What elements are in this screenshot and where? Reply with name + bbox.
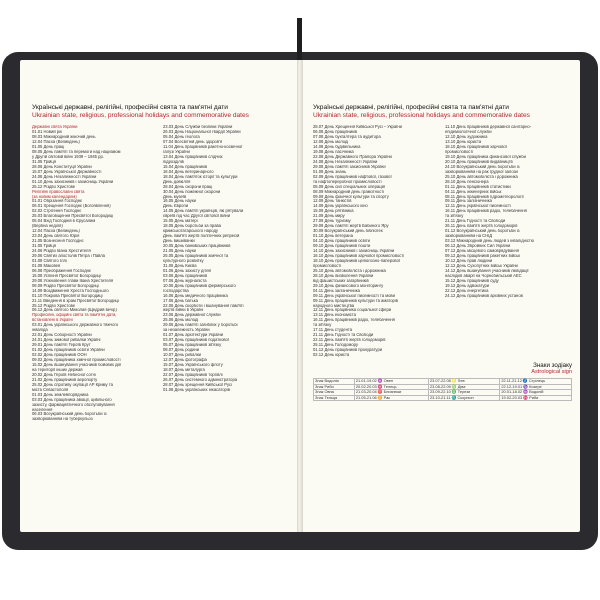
holiday-entry: 09.11 День працівників культури та аматорів [313,298,398,303]
zodiac-cell: 19.02-20.03 ♓ Риби [500,395,572,401]
holiday-entry: 08.07 День родини [163,348,200,353]
zodiac-cell: 21.01-19.02 ♒ Овен [354,378,428,384]
holiday-entry: населення [32,407,53,412]
holiday-entry: 01.01 Обрізання Господнє [32,199,83,204]
holiday-entry: 25.10 День автомобіліста і дорожника [313,268,386,273]
holiday-entry: 15.07 День Українського флоту [163,362,223,367]
bookmark-ribbon [297,18,302,62]
zodiac-cell: Знак Риби [314,384,355,390]
holiday-entry: День Європи [163,204,189,209]
holiday-entry: 01.01 Новий рік [32,130,62,135]
holiday-entry: 25.05 День працівників хімічної та [163,253,229,258]
holiday-entry: 01.08 День українських інкасаторів [163,387,230,392]
holiday-entry: День пам'яті жертв політичних репресій [163,234,240,239]
holiday-entry: 28.10 День визволення України [313,273,374,278]
right-heading-en: Ukrainian state, religious, professional holidays and commemorative dates [313,111,530,119]
holiday-entry: жертв війни в Україні [163,308,204,313]
holiday-entry: 15.09 День рятівника [313,209,354,214]
holiday-entry: за незалежність України [163,328,210,333]
left-page-column-1 [32,125,158,422]
holiday-entry: 04.10 День працівників освіти [313,239,370,244]
holiday-entry: 16.10 День працівників харчової промисловості [313,253,405,258]
holiday-entry: 01.12 День працівників прокуратури [313,348,383,353]
holiday-entry: 01.08 Маковея [32,263,61,268]
holiday-entry: 02.02 День працівників ООН [32,353,87,358]
holiday-entry: 01.05 День праці [32,145,65,149]
holiday-entry: 12.04 Пасха (Великдень) [32,140,80,145]
holiday-entry: 06.12 День Збройних Сил України [445,244,511,249]
holiday-entry: 09.11 День української писемності та мови [313,293,395,298]
holiday-entry: 09.02 День працівника хімічної промисловості [32,357,121,362]
zodiac-cell: 23.08-22.09 ♍ Діва [429,384,500,390]
holiday-entry: 04.11 День залізничника [313,288,360,293]
holiday-entry: галузі України [163,149,190,154]
holiday-entry: 09.12 День працівників ракетних військ [445,253,521,258]
left-page [20,60,297,532]
right-heading-ua: Українські державні, релігійні, професійні свята та пам'ятні дати [313,104,509,111]
holiday-entry: 17.11 День студента [313,328,353,333]
holiday-entry: 16.11 День працівників радіо, телебачення [313,318,395,323]
holiday-entry: 08.05 День пам'яті та перемоги над нацизмом [32,149,121,154]
section-heading: встановлені в Україні [32,318,73,323]
holiday-entry: 01.10 Покрова Пресвятої Богородиці [32,293,103,298]
holiday-entry: 18.07 День металурга [163,367,205,372]
right-page-column-1 [313,125,440,358]
holiday-entry: захворюванням на рак грудної залози [445,169,518,174]
holiday-entry: 03.12 Міжнародний день людей з інвалідністю [445,239,534,244]
holiday-entry: 13.10 День юриста [445,140,482,145]
zodiac-cell: 21.05-21.06 ♊ Рак [354,395,428,401]
holiday-entry: 21.11 День Гідності та Свободи [313,333,374,338]
holiday-entry: 25.06 День молоді [163,318,199,323]
zodiac-cell: 23.09-22.10 ♎ Терези [429,390,500,396]
holiday-entry: 01.12 Всеукраїнський день боротьби із [445,229,520,234]
holiday-entry: 21.02 День працівників аеропорту [32,377,98,382]
holiday-entry: 01.06 День захисту дітей [163,268,211,273]
holiday-entry: 23.03 День Служби безпеки України [163,125,233,130]
right-heading [313,104,572,119]
holiday-entry: 25.12 Різдво Христове [32,303,76,308]
holiday-entry: 12.09 День танкістів [313,199,352,204]
holiday-entry: 24.12 День працівників архівних установ [445,293,523,298]
holiday-entry: промисловості [445,149,474,154]
section-heading: Державні свята України [32,125,78,130]
holiday-entry: 20.02 День Героїв Небесної сотні [32,372,96,377]
holiday-entry: 12.04 Пасха (Великдень) [32,229,80,234]
holiday-entry: 29.01 День пам'яті Героїв Крут [32,343,91,348]
holiday-entry: 17.06 День батька [163,298,198,303]
holiday-entry: 22.07 День працівників торгівлі [163,372,223,377]
zodiac-cell: Знак Водолія [314,378,355,384]
holiday-entry: 08.03 Міжнародний жіночий день [32,135,96,140]
holiday-entry: 09.09 День фізичної культури та спорту [313,194,389,199]
holiday-entry: 21.09 День миру [313,214,345,219]
holiday-entry: народного мистецтва [313,303,355,308]
holiday-entry: 06.01 Хрещення Господнє (Богоявлення) [32,204,111,209]
holiday-entry: 24.06 Різдво Івана Хрестителя [32,249,91,254]
holiday-entry: 22.06 День скорботи і вшанування пам'яті [163,303,244,308]
holiday-entry: 12.10 День художника [445,135,488,140]
holiday-entry: 10.07 День рибалки [163,353,201,358]
holiday-entry: 21.11 День Гідності та Свободи [445,219,506,224]
zodiac-cell: 22.11-21.12 ♐ Стрілець [500,378,572,384]
left-heading [32,104,289,119]
holiday-entry: 09.11 День залізничника [445,199,492,204]
holiday-entry: 01.02 День працівників освіти України [32,348,105,353]
holiday-entry: та зв'язку [445,214,464,219]
holiday-entry: 15.07 День Української Державності [32,169,102,174]
holiday-entry: 31.05 День Києва [163,263,197,268]
holiday-entry: 29.09 День пам'яті жертв Бабиного Яру [313,224,389,229]
holiday-entry: євреїв під час Другої світової війни [163,214,231,219]
holiday-entry: 05.09 День сил спеціальних операцій [313,184,385,189]
holiday-entry: 22.01 День Соборності України [32,333,92,338]
holiday-entry: 21.05 День науки [163,249,196,254]
holiday-entry: День довкілля [163,179,191,184]
holiday-entry: 03.03 День працівника авіації, цивільного [32,397,112,402]
holiday-entry: (Вербна неділя) [32,224,63,229]
section-heading: Релігійні православні свята [32,189,85,194]
holiday-entry: 26.07 День системного адміністратора [163,377,238,382]
holiday-entry: 01.03 День землевпорядника [32,392,89,397]
holiday-entry: 19.12 День адвокатури [445,283,490,288]
holiday-entry: кримськотатарського народу [163,229,218,234]
holiday-entry: 21.05 Вознесіння Господнє [32,239,84,244]
holiday-entry: підрозділів [163,159,184,164]
holiday-entry: 25.03 Благовіщення Пресвятої Богородиці [32,214,114,219]
holiday-entry: 18.10 День працівників целюлозно-паперової [313,258,401,263]
holiday-entry: 06.08 День працівників [313,130,358,135]
left-page-column-2 [163,125,289,422]
holiday-entry: 02.09 День працівників нафтової, газової [313,174,392,179]
holiday-entry: 29.10 День фінансового моніторингу [313,283,384,288]
holiday-entry: 06.08 Преображення Господнє [32,268,92,273]
zodiac-cell: 23.07-22.08 ♌ Лев [429,378,500,384]
holiday-entry: 03.07 День працівників податкової [163,338,229,343]
holiday-entry: 31.05 Трійця [32,159,56,164]
holiday-entry: 06.03 Всеукраїнський день боротьби із [32,412,107,417]
holiday-entry: 15.12 День працівників суду [445,278,499,283]
holiday-entry: на території інших держав [32,367,83,372]
holiday-entry: 01.10 День ветерана [313,234,353,239]
left-heading-en: Ukrainian state, religious, professional holidays and commemorative dates [32,111,249,119]
holiday-entry: 22.12 День енергетика [445,288,489,293]
holiday-entry: 29.06 День пам'яті загиблих у боротьбі [163,323,238,328]
holiday-entry: 03.01 День українського державного тяжчого [32,323,119,328]
zodiac-cell: 22.12-19.01 ♑ Козеріг [500,384,572,390]
holiday-entry: 31.05 Трійця [32,244,56,249]
holiday-entry: промисловості [313,263,342,268]
holiday-entry: 15.08 Успіння Пресвятої Богородиці [32,273,101,278]
holiday-entry: 01.10 День захисників і захисниць України [32,179,114,184]
zodiac-title-ua: Знаки зодіаку [533,361,572,369]
holiday-entry: та зв'язку [313,323,332,328]
holiday-entry: 10.06 День працівників фермерського [163,283,236,288]
holiday-entry: 08.09 Міжнародний день грамотності [313,189,385,194]
holiday-entry: 08.09 Різдво Пресвятої Богородиці [32,283,99,288]
section-heading: (за новим календарем) [32,194,77,199]
holiday-entry: 06.12 День святого Миколая (Щедрий вечір) [32,308,117,313]
zodiac-cell: 21.03-20.04 ♈ Близнюки [354,390,428,396]
section-heading: Професійні, офіційні свята та пам'ятні дати, [32,313,117,318]
holiday-entry: та нафтопереробної промисловості [313,179,382,184]
right-page [303,60,580,532]
holiday-entry: 24.08 День Незалежності України [32,174,97,179]
holiday-entry: 25.12 Різдво Христове [32,184,76,189]
holiday-entry: 21.11 Введення в храм Пресвятої Богородиці [32,298,119,303]
holiday-entry: 25.02 День спротиву окупації АР Криму та [32,382,113,387]
holiday-entry: 05.04 День геолога [163,135,200,140]
holiday-entry: 03.06 День працівників [163,273,208,278]
holiday-entry: 29.06 Святих апостолів Петра і Павла [32,253,105,258]
holiday-entry: День вишиванки [163,239,195,244]
holiday-entry: 07.06 День журналіста [163,278,207,283]
zodiac-table [313,378,572,401]
holiday-entry: 25.11 День Голодомору [313,343,358,348]
holiday-entry: 23.06 День державної служби [163,313,221,318]
holiday-entry: 02.02 Стрітення Господнє [32,209,82,214]
holiday-entry: 19.10 День працівника фінансової служби [445,154,526,159]
holiday-entry: 29.08 День пам'яті захисників України [313,164,386,169]
holiday-entry: 11.04 День працівників ракетно-космічної [163,145,243,149]
holiday-entry: 30.04 День пожежної охорони [163,189,221,194]
holiday-entry: 04.11 День інженерних військ [445,189,502,194]
holiday-entry: інваліда [32,328,48,333]
holiday-entry: 16.11 День працівників радіо, телебачення [445,209,527,214]
holiday-entry: міста Севастополя [32,387,69,392]
holiday-entry: 12.12 День Сухопутних військ України [445,263,518,268]
holiday-entry: 08.11 День працівників гідрометеорології [445,194,524,199]
holiday-entry: 22.08 День Державного Прапора України [313,154,392,159]
holiday-entry: 14.09 День українського кіно [313,204,368,209]
zodiac-title-en: Astrological sign [531,368,572,375]
holiday-entry: 28.07 День Хрещення Київської Русі – України [313,125,402,130]
holiday-entry: 02.12 День юриста [313,353,350,358]
holiday-entry: 01.09 День знань [313,169,347,174]
holiday-entry: 18.05 День боротьби за права [163,224,221,229]
holiday-entry: 28.06 День Конституції України [32,164,92,169]
holiday-entry: епідеміологічної служби [445,130,492,135]
holiday-entry: 16.06 День медичного працівника [163,293,228,298]
holiday-entry: культурного розвитку [163,258,204,263]
holiday-entry: захворюванням на туберкульоз [32,417,93,422]
zodiac-row [314,395,572,401]
holiday-entry: 29.08 Усікновення глави Івана Хрестителя [32,278,114,283]
right-page-column-2 [445,125,572,358]
holiday-entry: 10.12 День прав людини [445,258,493,263]
holiday-entry: 12.08 День молоді [313,140,349,145]
holiday-entry: 07.08 День бухгалтера та аудитора [313,135,381,140]
holiday-entry: 05.04 Вхід Господній в Єрусалим [32,219,96,224]
holiday-entry: у Другій світовій війні 1939 – 1945 рр. [32,154,104,159]
holiday-entry: 15.04 День працівників [163,164,208,169]
holiday-entry: господарства [163,288,189,293]
holiday-entry: 28.07 День хрещення Київської Русі [163,382,233,387]
holiday-entry: 24.01 День зимової рибалки Україні [32,338,101,343]
holiday-entry: 14.12 День вшанування учасників ліквідації [445,268,529,273]
holiday-entry: 07.12 День місцевого самоврядування [445,249,519,254]
holiday-entry: 01.11 День працівників статистики [445,184,511,189]
holiday-entry: 26.11 День пам'яті жертв голодоморів [445,224,518,229]
holiday-entry: від фашистських загарбників [313,278,369,283]
holiday-entry: 25.10 День автомобіліста і дорожника [445,174,518,179]
zodiac-cell: 23.10-21.11 ♏ Скорпіон [429,395,500,401]
holiday-entry: 09.10 День працівників пошти [313,244,371,249]
holiday-entry: захворюванням на СНІД [445,234,493,239]
holiday-entry: 27.09 День туризму [313,219,351,224]
holiday-entry: 14.09 Воздвиження Хреста Господнього [32,288,109,293]
holiday-entry: 14.08 День будівельника [313,145,361,149]
zodiac-cell: 20.01-18.02 ♒ Водолій [500,390,572,396]
holiday-entry: 16.05 День науки [163,199,196,204]
holiday-entry: День музеїв [163,194,187,199]
holiday-entry: 15.05 День матері [163,219,198,224]
zodiac-cell: Знак Тельця [314,395,355,401]
holiday-entry: 13.04 День працівників слідчих [163,154,223,159]
holiday-entry: 16.04 День ветеринарного [163,169,214,174]
holiday-entry: 12.11 День української писемності [445,204,511,209]
holiday-entry: 01.07 День архітектури України [163,333,224,338]
left-heading-ua: Українські державні, релігійні, професійні свята та пам'ятні дати [32,104,228,111]
holiday-entry: 20.10 День працівників видавництв [445,159,513,164]
holiday-entry: 15.02 День вшанування учасників бойових дій [32,362,121,367]
holiday-entry: 28.04 День охорони праці [163,184,213,189]
holiday-entry: 23.04 День святого Юрія [32,234,80,239]
holiday-entry: 20.05 День банківських працівників [163,244,231,249]
holiday-entry: 30.09 Всеукраїнський день бібліотек [313,229,383,234]
holiday-entry: 24.08 День Незалежності України [313,159,378,164]
holiday-entry: 12.07 День фотографа [163,357,207,362]
holiday-entry: 18.10 День працівників харчової [445,145,507,149]
holiday-entry: 22.11 День пам'яті жертв голодоморів [313,338,386,343]
holiday-entry: наслідків аварії на Чорнобильській АЕС [445,273,522,278]
holiday-entry: 14.05 День пам'яті українців, які рятували [163,209,244,214]
holiday-entry: 18.04 День пам'яток історії та культури [163,174,238,179]
holiday-entry: 19.08 День пасічника [313,149,354,154]
zodiac-heading [313,362,572,376]
holiday-entry: 26.03 День Національної гвардії України [163,130,241,135]
holiday-entry: 14.10 День захисників і захисниць України [313,249,395,254]
holiday-entry: 01.08 Святого Іллі [32,258,67,263]
zodiac-cell: 20.02-20.03 ♓ Телець [354,384,428,390]
holiday-entry: захисту, фармацевтичного обслуговування [32,402,115,407]
holiday-entry: 05.07 День працівників зв'язку [163,343,222,348]
holiday-entry: 07.04 Всесвітній день здоров'я [163,140,223,145]
holiday-entry: 11.10 День працівників державної санітарно- [445,125,532,130]
zodiac-cell: Знак Овна [314,390,355,396]
holiday-entry: 24.10 Всеукраїнський день боротьби із [445,164,520,169]
holiday-entry: 12.11 День працівника соціальної сфери [313,308,392,313]
holiday-entry: 28.10 День пенсіонера [445,179,489,184]
holiday-entry: 13.11 День економіста [313,313,356,318]
